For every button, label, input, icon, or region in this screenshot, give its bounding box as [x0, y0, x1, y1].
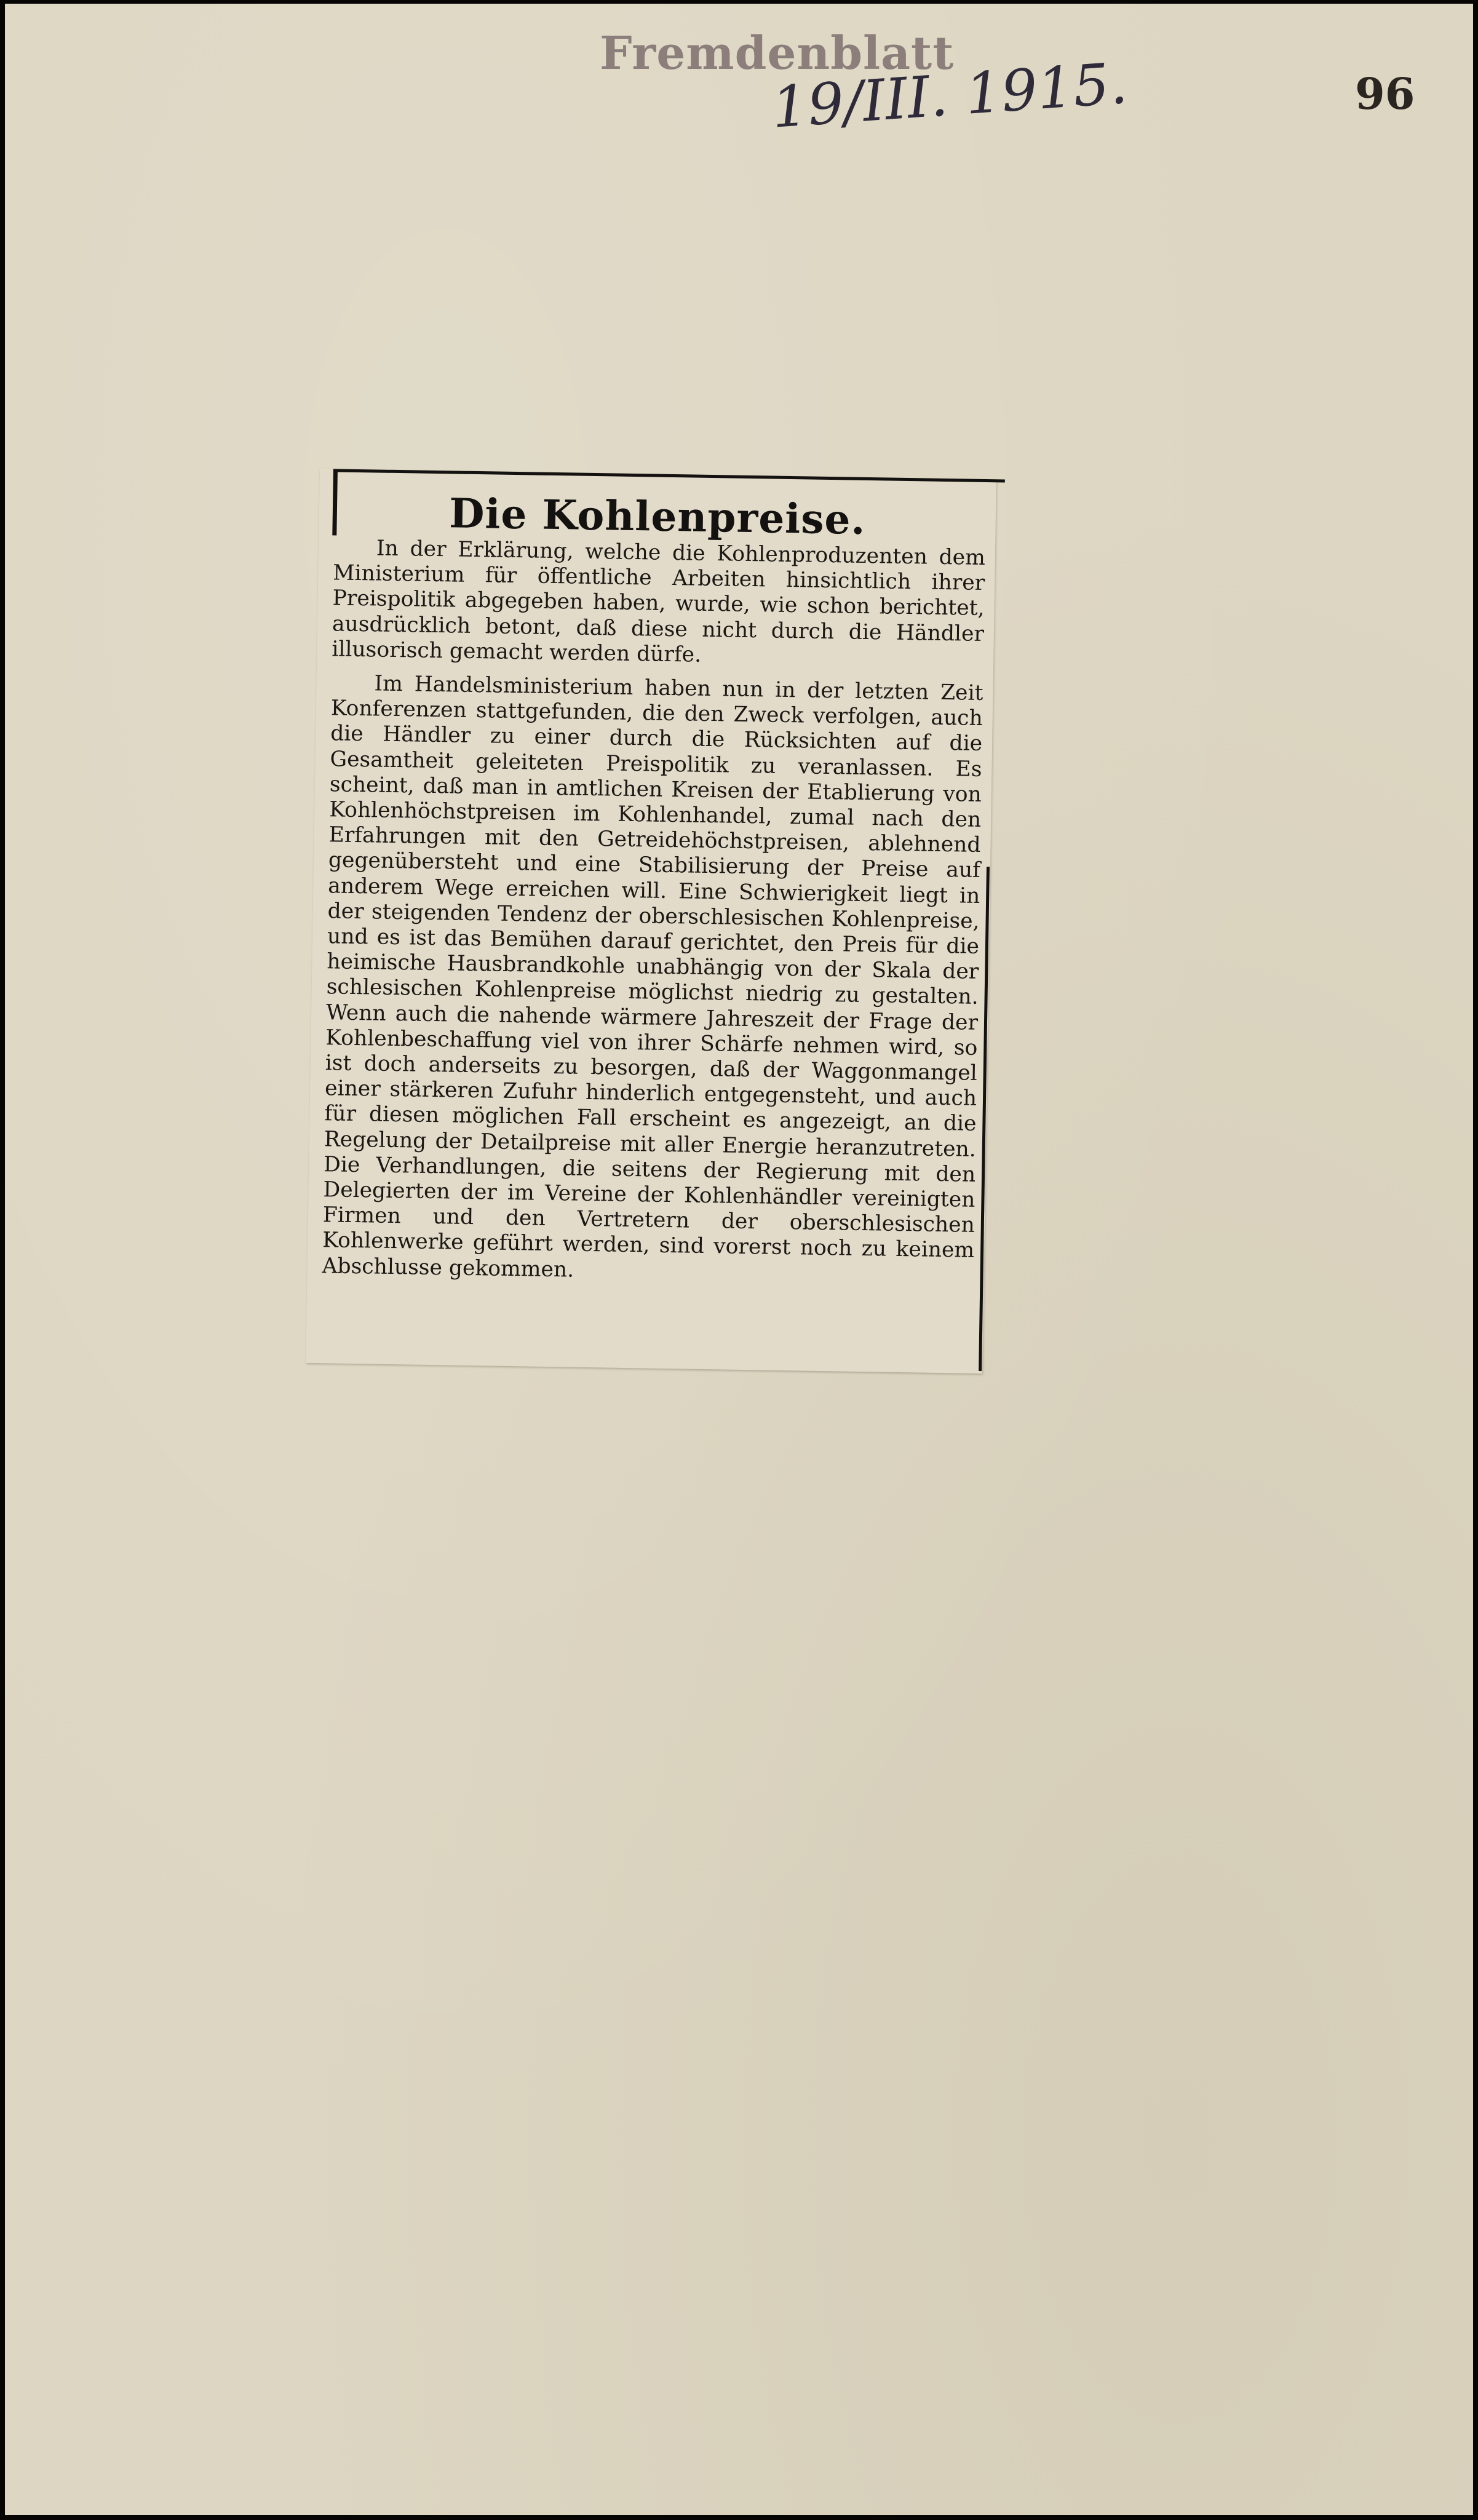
- clipping-top-rule: [333, 469, 1005, 482]
- article-headline: Die Kohlenpreise.: [448, 489, 867, 544]
- newspaper-stamp: Fremdenblatt: [600, 27, 955, 80]
- archive-sheet: [5, 4, 1473, 2515]
- article-paragraph: Im Handelsministerium haben nun in der letzten Zeit Konferenzen stattgefunden, die den Zweck verfolgen, auch die Händler zu einer durch die Rücksichten auf die Gesamtheit geleiteten Preispolitik zu veranlassen. Es scheint, daß man in amtlichen Kreisen der Etablierung von Kohlenhöchstpreisen im Kohlenhandel, zumal nach den Erfahrungen mit den Getreidehöchstpreisen, ablehnend gegenübersteht und eine Stabilisierung der Preise auf anderem Wege erreichen will. Eine Schwierigkeit liegt in der steigenden Tendenz der oberschlesischen Kohlenpreise, und es ist das Bemühen darauf gerichtet, den Preis für die heimische Hausbrandkohle unabhängig von der Skala der schlesischen Kohlenpreise möglichst niedrig zu gestalten. Wenn auch die nahende wärmere Jahreszeit der Frage der Kohlenbeschaffung viel von ihrer Schärfe nehmen wird, so ist doch anderseits zu besorgen, daß der Waggonmangel einer stärkeren Zufuhr hinderlich entgegensteht, und auch für diesen möglichen Fall erscheint es angezeigt, an die Regelung der Detailpreise mit aller Energie heranzutreten. Die Verhandlungen, die seitens der Regierung mit den Delegierten der im Vereine der Kohlenhändler vereinigten Firmen und den Vertretern der oberschlesischen Kohlenwerke geführt werden, sind vorerst noch zu keinem Abschlusse gekommen.: [322, 671, 983, 1282]
- handwritten-date: 19/III. 1915.: [769, 50, 1130, 141]
- newspaper-clipping: [306, 469, 996, 1373]
- article-paragraph: In der Erklärung, welche die Kohlenproduzenten dem Ministerium für öffentliche Arbeiten hinsichtlich ihrer Preispolitik abgegeben haben, wurde, wie schon berichtet, ausdrücklich betont, daß diese nicht durch die Händler illusorisch gemacht werden dürfe.: [332, 536, 986, 667]
- page-number: 96: [1355, 68, 1415, 119]
- article-body: [322, 535, 985, 1289]
- clipping-right-rule: [979, 867, 990, 1371]
